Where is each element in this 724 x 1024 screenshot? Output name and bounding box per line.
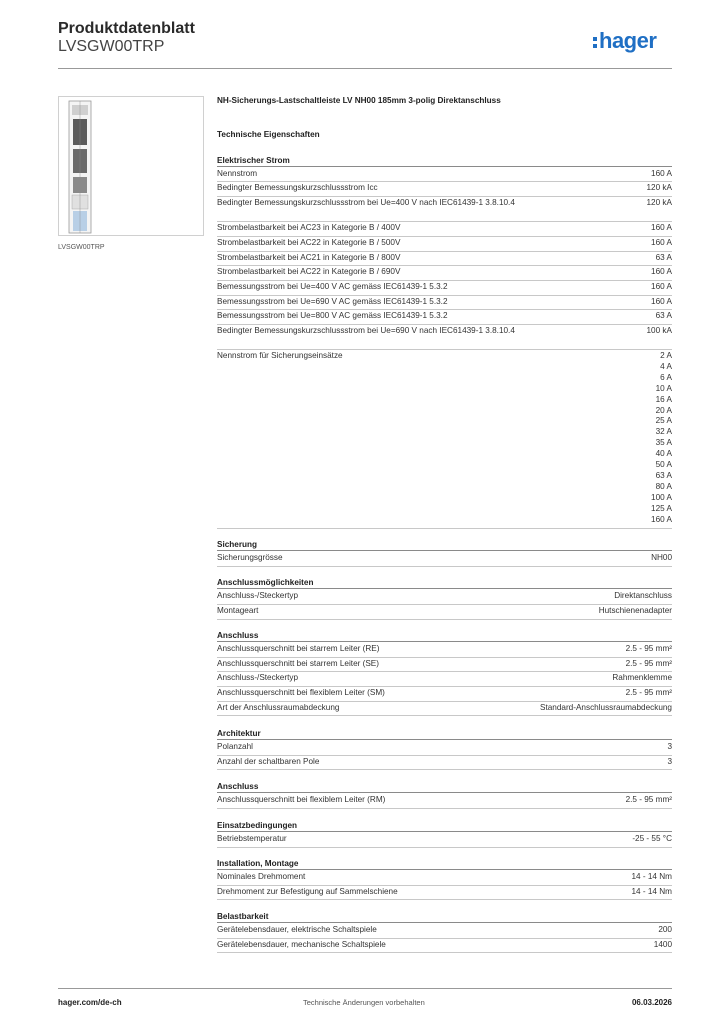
row-value: 2.5 - 95 mm² [625, 644, 672, 653]
section-title: Installation, Montage [217, 858, 672, 870]
image-caption: LVSGW00TRP [58, 244, 105, 251]
footer-notice: Technische Änderungen vorbehalten [303, 998, 425, 1007]
row-label: Gerätelebensdauer, mechanische Schaltspiele [217, 940, 386, 949]
row-value: 63 A [655, 253, 672, 262]
section-title: Einsatzbedingungen [217, 820, 672, 832]
row-label: Bemessungsstrom bei Ue=690 V AC gemäss IEC61439-1 5.3.2 [217, 297, 448, 306]
row-label: Strombelastbarkeit bei AC23 in Kategorie B / 400V [217, 223, 401, 232]
table-row [217, 643, 672, 658]
row-value: 3 [667, 742, 672, 751]
article-number: LVSGW00TRP [58, 38, 165, 55]
fuse-switch-illustration [59, 97, 205, 237]
row-value: 1400 [653, 940, 672, 949]
row-label: Anschluss-/Steckertyp [217, 673, 298, 682]
row-value: 160 A [651, 223, 672, 232]
row-value: 63 A [655, 311, 672, 320]
table-row [217, 939, 672, 953]
table-row [217, 197, 672, 222]
section-title: Anschluss [217, 781, 672, 793]
table-row [217, 605, 672, 620]
row-label: Drehmoment zur Befestigung auf Sammelschiene [217, 887, 398, 896]
row-label: Anschlussquerschnitt bei flexiblem Leiter (RM) [217, 795, 386, 804]
row-label: Bedingter Bemessungskurzschlussstrom Icc [217, 183, 378, 192]
footer-website: hager.com/de-ch [58, 998, 122, 1007]
table-row [217, 310, 672, 325]
row-label: Anschluss-/Steckertyp [217, 591, 298, 600]
fuse-rating: 125 A [651, 503, 672, 513]
fuse-rating: 160 A [651, 514, 672, 524]
row-label: Strombelastbarkeit bei AC21 in Kategorie B / 800V [217, 253, 401, 262]
row-label: Gerätelebensdauer, elektrische Schaltspiele [217, 925, 377, 934]
row-label: Bedingter Bemessungskurzschlussstrom bei Ue=400 V nach IEC61439-1 3.8.10.4 [217, 198, 515, 207]
fuse-rating: 35 A [655, 438, 672, 448]
table-row [217, 672, 672, 687]
fuse-rating: 80 A [655, 481, 672, 491]
row-value: 14 - 14 Nm [631, 887, 672, 896]
row-value: 160 A [651, 238, 672, 247]
fuse-rating: 32 A [655, 427, 672, 437]
row-value: NH00 [651, 553, 672, 562]
row-label: Nominales Drehmoment [217, 872, 306, 881]
section-title: Belastbarkeit [217, 911, 672, 923]
fuse-rating: 40 A [655, 449, 672, 459]
fuse-rating: 10 A [655, 383, 672, 393]
header-divider [58, 68, 672, 69]
row-label: Anschlussquerschnitt bei flexiblem Leiter (SM) [217, 688, 385, 697]
row-label: Betriebstemperatur [217, 834, 287, 843]
section-title: Elektrischer Strom [217, 155, 672, 167]
row-value: 160 A [651, 267, 672, 276]
fuse-rating: 100 A [651, 492, 672, 502]
table-row [217, 281, 672, 296]
row-value: 120 kA [646, 198, 672, 207]
product-image [58, 96, 204, 236]
product-description: NH-Sicherungs-Lastschaltleiste LV NH00 185mm 3-polig Direktanschluss [217, 96, 501, 105]
section-title: Anschlussmöglichkeiten [217, 577, 672, 589]
document-title: Produktdatenblatt [58, 20, 195, 37]
table-row [217, 222, 672, 237]
table-row [217, 794, 672, 809]
section-title: Sicherung [217, 539, 672, 551]
fuse-rating: 4 A [660, 361, 672, 371]
table-row [217, 266, 672, 281]
technical-properties-title: Technische Eigenschaften [217, 130, 320, 139]
row-value: 14 - 14 Nm [631, 872, 672, 881]
table-row [217, 252, 672, 266]
footer-date: 06.03.2026 [631, 998, 672, 1007]
row-label: Anschlussquerschnitt bei starrem Leiter (RE) [217, 644, 380, 653]
row-label: Bemessungsstrom bei Ue=400 V AC gemäss IEC61439-1 5.3.2 [217, 282, 448, 291]
row-label: Montageart [217, 606, 259, 615]
row-value: -25 - 55 °C [632, 834, 672, 843]
row-value: 160 A [651, 282, 672, 291]
table-row [217, 687, 672, 702]
row-value: 100 kA [646, 326, 672, 335]
table-row [217, 871, 672, 886]
fuse-rating: 25 A [655, 416, 672, 426]
row-label: Anschlussquerschnitt bei starrem Leiter (SE) [217, 659, 379, 668]
row-label: Nennstrom für Sicherungseinsätze [217, 351, 343, 360]
fuse-rating: 16 A [655, 394, 672, 404]
table-row [217, 296, 672, 310]
row-value: 160 A [651, 297, 672, 306]
table-row [217, 182, 672, 197]
fuse-rating-list [651, 351, 672, 526]
table-row [217, 702, 672, 716]
row-value: 2.5 - 95 mm² [625, 795, 672, 804]
row-label: Polanzahl [217, 742, 253, 751]
row-label: Bedingter Bemessungskurzschlussstrom bei Ue=690 V nach IEC61439-1 3.8.10.4 [217, 326, 515, 335]
row-label: Sicherungsgrösse [217, 553, 283, 562]
table-row [217, 237, 672, 252]
fuse-rating: 63 A [655, 470, 672, 480]
table-row [217, 756, 672, 770]
table-row [217, 168, 672, 182]
table-row [217, 325, 672, 350]
row-label: Bemessungsstrom bei Ue=800 V AC gemäss IEC61439-1 5.3.2 [217, 311, 448, 320]
row-value: 3 [667, 757, 672, 766]
fuse-rating: 20 A [655, 405, 672, 415]
table-row [217, 658, 672, 672]
row-label: Strombelastbarkeit bei AC22 in Kategorie B / 690V [217, 267, 401, 276]
row-value: Standard-Anschlussraumabdeckung [540, 703, 672, 712]
row-value: 160 A [651, 169, 672, 178]
table-row [217, 590, 672, 605]
row-label: Nennstrom [217, 169, 258, 178]
fuse-rating: 6 A [660, 372, 672, 382]
table-row [217, 833, 672, 848]
row-value: 200 [658, 925, 672, 934]
table-row [217, 741, 672, 756]
table-row [217, 886, 672, 900]
row-label: Strombelastbarkeit bei AC22 in Kategorie B / 500V [217, 238, 401, 247]
row-value: Rahmenklemme [612, 673, 672, 682]
row-value: 2.5 - 95 mm² [625, 688, 672, 697]
fuse-rating: 2 A [660, 351, 672, 360]
footer-divider [58, 988, 672, 989]
section-title: Anschluss [217, 630, 672, 642]
row-label: Art der Anschlussraumabdeckung [217, 703, 340, 712]
row-value: Hutschienenadapter [598, 606, 672, 615]
table-row [217, 552, 672, 567]
table-row [217, 924, 672, 939]
row-value: 2.5 - 95 mm² [625, 659, 672, 668]
hager-logo [592, 28, 676, 54]
table-row [217, 350, 672, 529]
row-label: Anzahl der schaltbaren Pole [217, 757, 320, 766]
row-value: 120 kA [646, 183, 672, 192]
logo-text: hager [599, 28, 657, 53]
section-title: Architektur [217, 728, 672, 740]
fuse-rating: 50 A [655, 460, 672, 470]
row-value: Direktanschluss [614, 591, 672, 600]
